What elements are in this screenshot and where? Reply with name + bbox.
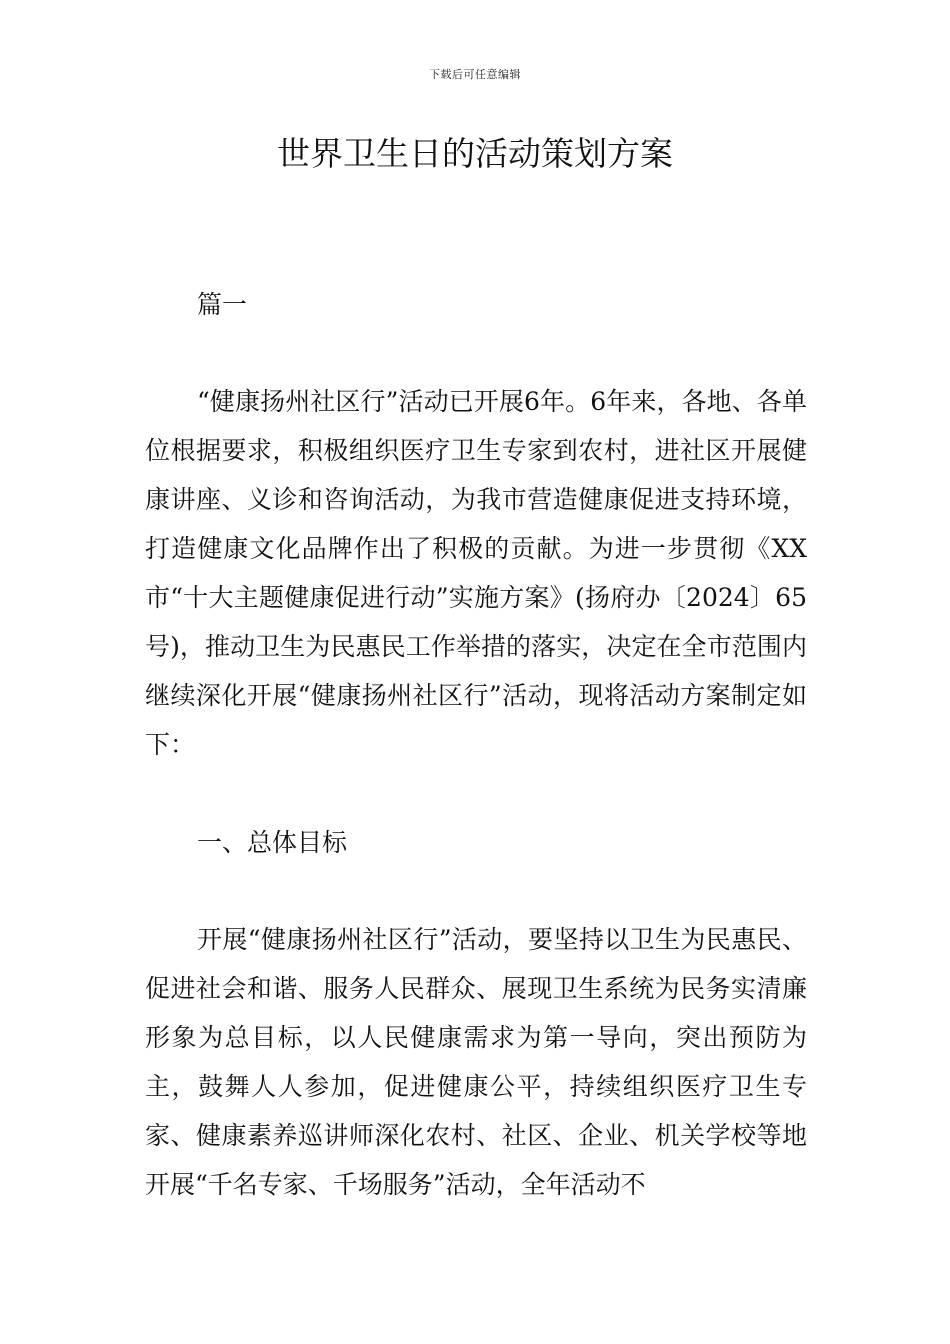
goal-paragraph-block: [145, 915, 807, 1209]
document-title: 世界卫生日的活动策划方案: [277, 134, 673, 173]
header-note: 下载后可任意编辑: [429, 68, 521, 81]
intro-paragraph: “健康扬州社区行”活动已开展6年。6年来，各地、各单位根据要求，积极组织医疗卫生专家到农村，进社区开展健康讲座、义诊和咨询活动，为我市营造健康促进支持环境，打造健康文化品牌作出了积极的贡献。为进一步贯彻《XX市“十大主题健康促进行动”实施方案》(扬府办〔2024〕65号)，推动卫生为民惠民工作举措的落实，决定在全市范围内继续深化开展“健康扬州社区行”活动，现将活动方案制定如下：: [145, 387, 807, 759]
part-label: 篇一: [197, 290, 248, 319]
intro-paragraph-block: [145, 377, 807, 769]
section-heading-block: [145, 818, 807, 867]
section-heading-overall-goal: 一、总体目标: [197, 828, 348, 857]
part-label-block: [145, 280, 807, 329]
goal-paragraph: 开展“健康扬州社区行”活动，要坚持以卫生为民惠民、促进社会和谐、服务人民群众、展现卫生系统为民务实清廉形象为总目标，以人民健康需求为第一导向，突出预防为主，鼓舞人人参加，促进健康公平，持续组织医疗卫生专家、健康素养巡讲师深化农村、社区、企业、机关学校等地开展“千名专家、千场服务”活动，全年活动不: [145, 925, 807, 1199]
